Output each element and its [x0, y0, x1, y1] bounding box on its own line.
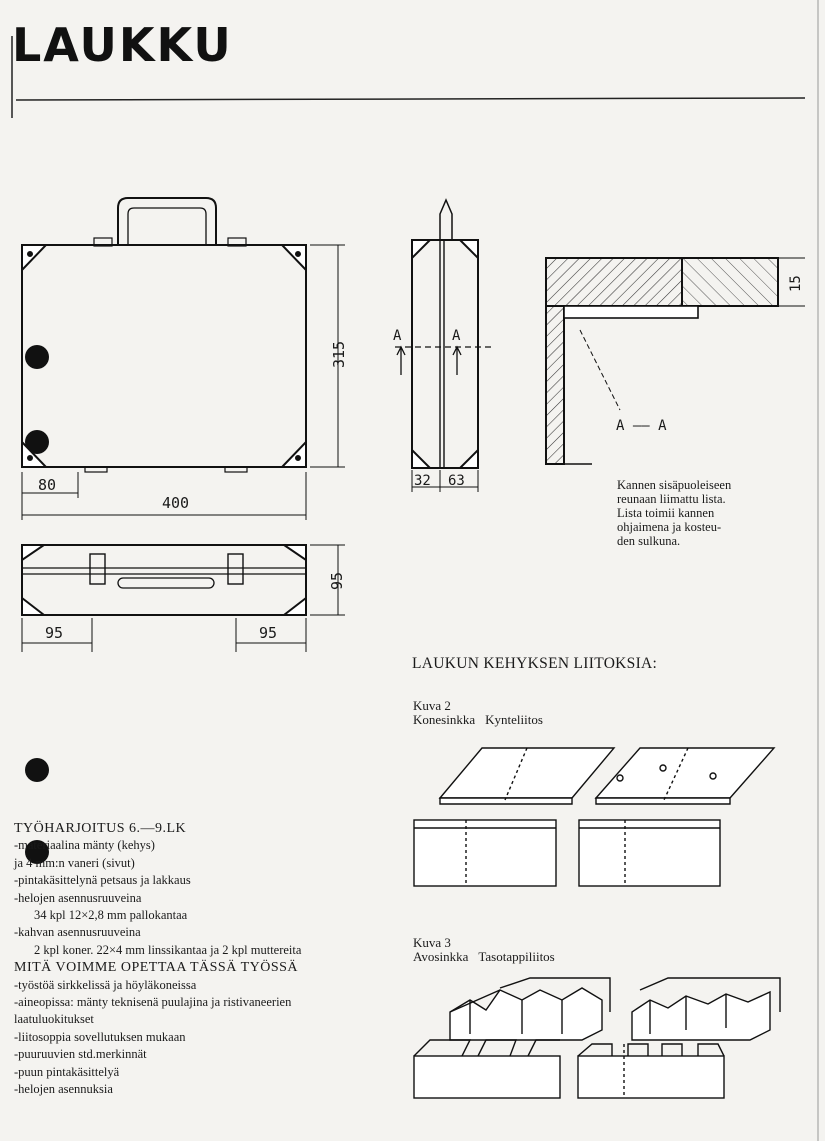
fig2-label-b: Kynteliitos — [485, 712, 543, 727]
fig2-title: Kuva 2 — [413, 698, 451, 713]
exercise-item: -materiaalina mänty (kehys) — [14, 838, 155, 853]
dim-side-63: 63 — [448, 473, 465, 489]
note-line: ohjaimena ja kosteu- — [617, 520, 722, 534]
learn-item: -liitosoppia sovellutuksen mukaan — [14, 1029, 186, 1044]
dim-right-95: 95 — [259, 624, 278, 642]
dim-80: 80 — [38, 476, 57, 494]
fig3-label-b: Tasotappiliitos — [478, 949, 555, 964]
learn-heading: MITÄ VOIMME OPETTAA TÄSSÄ TYÖSSÄ — [14, 960, 299, 976]
exercise-heading: TYÖHARJOITUS 6.—9.LK — [14, 821, 187, 836]
exercise-item: -pintakäsittelynä petsaus ja lakkaus — [14, 873, 191, 888]
note-line: den sulkuna. — [617, 534, 681, 548]
top-dimensions — [22, 545, 345, 652]
section-title-aa: A —— A — [616, 418, 667, 434]
top-view — [22, 545, 306, 615]
learn-item: -helojen asennuksia — [14, 1082, 113, 1097]
exercise-item: -helojen asennusruuveina — [14, 890, 142, 905]
learn-item: -aineopissa: mänty teknisenä puulajina ja ristivaneerien — [14, 995, 292, 1010]
dim-height: 315 — [330, 340, 348, 368]
fig3-label — [413, 936, 555, 964]
dim-width: 400 — [162, 494, 190, 512]
fig2-label-a: Konesinkka — [413, 712, 476, 727]
joints-heading: LAUKUN KEHYKSEN LIITOKSIA: — [412, 655, 658, 672]
exercise-item: ja 4 mm:n vaneri (sivut) — [14, 855, 135, 870]
exercise-item: 34 kpl 12×2,8 mm pallokantaa — [34, 908, 188, 923]
fig3-label-a: Avosinkka — [413, 949, 469, 964]
front-dimensions — [22, 245, 345, 520]
fig2-joints — [414, 748, 774, 886]
fig2-label — [413, 699, 543, 727]
side-section-marks — [395, 347, 495, 375]
page-title: LAUKKU — [12, 18, 233, 72]
learn-item: -työstöä sirkkelissä ja höyläkoneissa — [14, 977, 197, 992]
side-view — [412, 200, 478, 468]
exercise-item: 2 kpl koner. 22×4 mm linssikantaa ja 2 kpl muttereita — [34, 942, 302, 957]
dim-section-15: 15 — [788, 275, 804, 292]
learn-item: laatuluokitukset — [14, 1012, 94, 1027]
exercise-item: -kahvan asennusruuveina — [14, 925, 141, 940]
learn-item: -puun pintakäsittelyä — [14, 1064, 120, 1079]
dim-depth: 95 — [328, 571, 346, 590]
learn-item: -puuruuvien std.merkinnät — [14, 1047, 147, 1062]
exercise-list — [14, 820, 301, 1099]
dim-left-95: 95 — [45, 624, 64, 642]
note-line: Kannen sisäpuoleiseen — [617, 478, 732, 492]
dim-side-32: 32 — [414, 473, 431, 489]
front-view — [22, 198, 306, 472]
section-label-a-right: A — [452, 328, 461, 344]
note-line: reunaan liimattu lista. — [617, 492, 726, 506]
section-note — [617, 478, 777, 548]
fig3-title: Kuva 3 — [413, 935, 451, 950]
fig3-joints — [414, 978, 780, 1098]
section-label-a-left: A — [393, 328, 402, 344]
note-line: Lista toimii kannen — [617, 506, 715, 520]
